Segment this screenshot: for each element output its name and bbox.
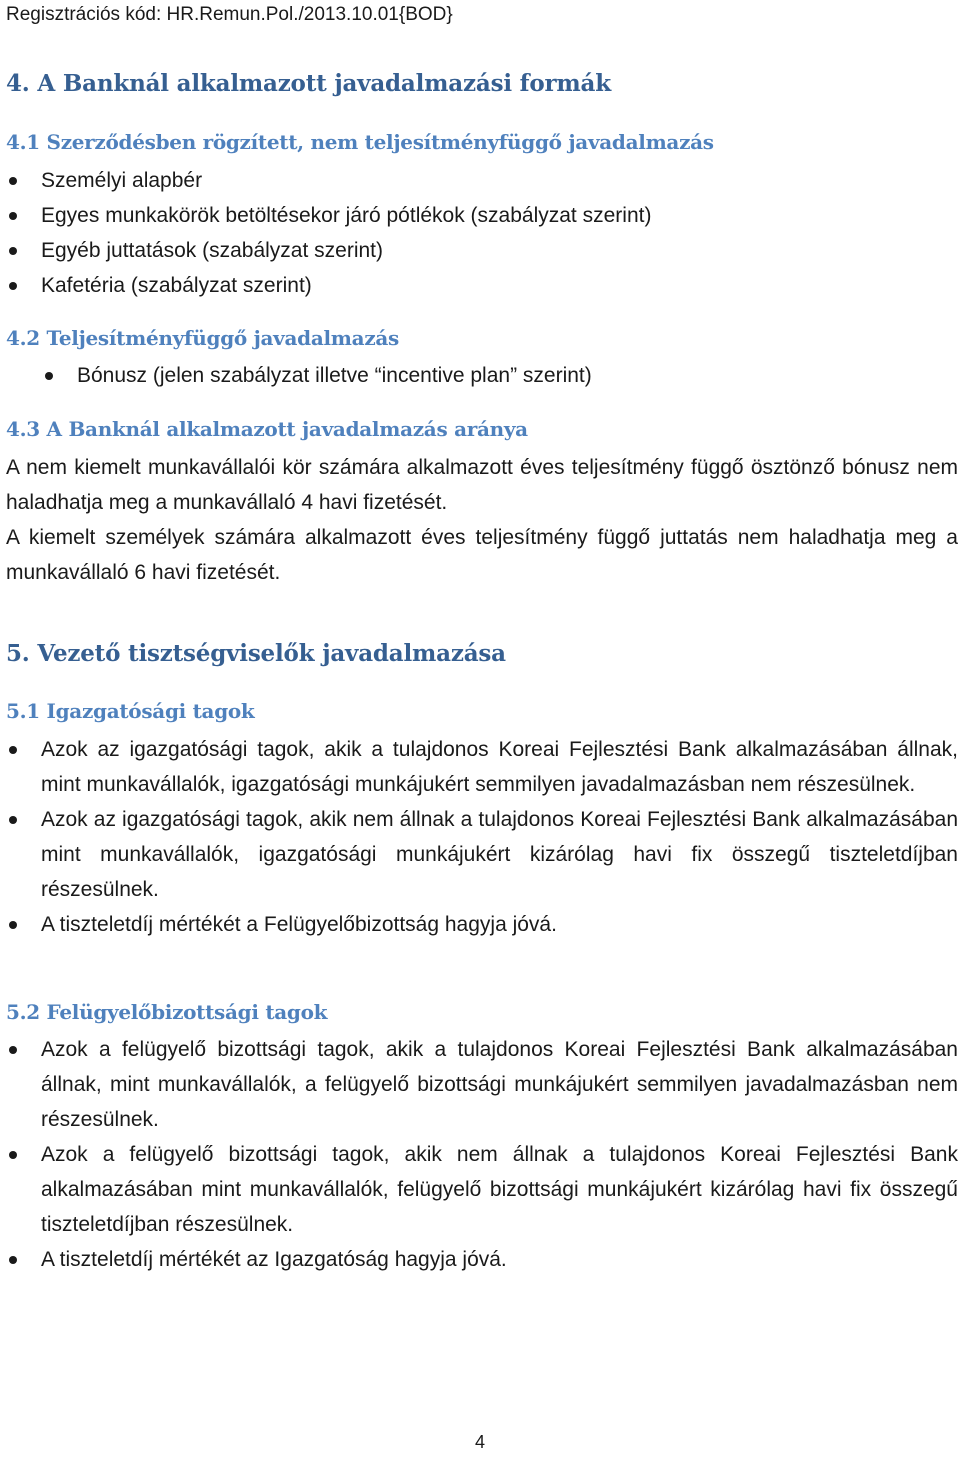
bullet-icon [9,177,17,185]
list-item: Azok az igazgatósági tagok, akik a tulajdonos Koreai Fejlesztési Bank alkalmazásában állnak, mint munkavállalók, igazgatósági munkájukért semmilyen javadalmazásban nem részesülnek. [6,732,958,802]
section-5-2-heading: 5.2 Felügyelőbizottsági tagok [6,1000,328,1024]
section-4-2-heading: 4.2 Teljesítményfüggő javadalmazás [6,326,400,350]
section-5-1-heading: 5.1 Igazgatósági tagok [6,699,255,723]
list-item: Azok az igazgatósági tagok, akik nem állnak a tulajdonos Koreai Fejlesztési Bank alkalmazásában mint munkavállalók, igazgatósági munkájukért kizárólag havi fix összegű tiszteletdíjban részesülnek. [6,802,958,907]
bullet-icon [9,212,17,220]
bullet-icon [9,1151,17,1159]
list-item: Azok a felügyelő bizottsági tagok, akik nem állnak a tulajdonos Koreai Fejlesztési Bank alkalmazásában mint munkavállalók, felügyelő bizottsági munkájukért kizárólag havi fix összegű tiszteletdíjban részesülnek. [6,1137,958,1242]
list-item: Személyi alapbér [6,163,946,198]
registration-code: Regisztrációs kód: HR.Remun.Pol./2013.10.01{BOD} [6,4,453,25]
bullet-icon [9,921,17,929]
page-number: 4 [474,1432,485,1452]
bullet-icon [9,247,17,255]
list-item: Kafetéria (szabályzat szerint) [6,268,946,303]
section-4-2-list [42,358,942,393]
bullet-icon [45,372,53,380]
section-4-1-list [6,163,946,303]
section-4-1-heading: 4.1 Szerződésben rögzített, nem teljesítményfüggő javadalmazás [6,130,714,154]
list-item: A tiszteletdíj mértékét a Felügyelőbizottság hagyja jóvá. [6,907,958,942]
bullet-icon [9,1046,17,1054]
list-item: Azok a felügyelő bizottsági tagok, akik a tulajdonos Koreai Fejlesztési Bank alkalmazásában állnak, mint munkavállalók, a felügyelő bizottsági munkájukért semmilyen javadalmazásban nem részesülnek. [6,1032,958,1137]
section-5-1-list [6,732,958,942]
list-item: Egyes munkakörök betöltésekor járó pótlékok (szabályzat szerint) [6,198,946,233]
section-4-3-paragraph-1: A nem kiemelt munkavállalói kör számára alkalmazott éves teljesítmény függő ösztönző bónusz nem haladhatja meg a munkavállaló 4 havi fizetését. [6,456,958,514]
bullet-icon [9,746,17,754]
bullet-icon [9,816,17,824]
list-item: A tiszteletdíj mértékét az Igazgatóság hagyja jóvá. [6,1242,958,1277]
bullet-icon [9,282,17,290]
section-4-heading: 4. A Banknál alkalmazott javadalmazási formák [6,70,611,97]
bullet-icon [9,1256,17,1264]
section-4-3-heading: 4.3 A Banknál alkalmazott javadalmazás aránya [6,417,528,441]
section-5-2-list [6,1032,958,1277]
list-item: Bónusz (jelen szabályzat illetve “incentive plan” szerint) [42,358,942,393]
section-4-3-paragraph-2: A kiemelt személyek számára alkalmazott éves teljesítmény függő juttatás nem haladhatja meg a munkavállaló 6 havi fizetését. [6,526,958,584]
section-5-heading: 5. Vezető tisztségviselők javadalmazása [6,640,506,667]
list-item: Egyéb juttatások (szabályzat szerint) [6,233,946,268]
